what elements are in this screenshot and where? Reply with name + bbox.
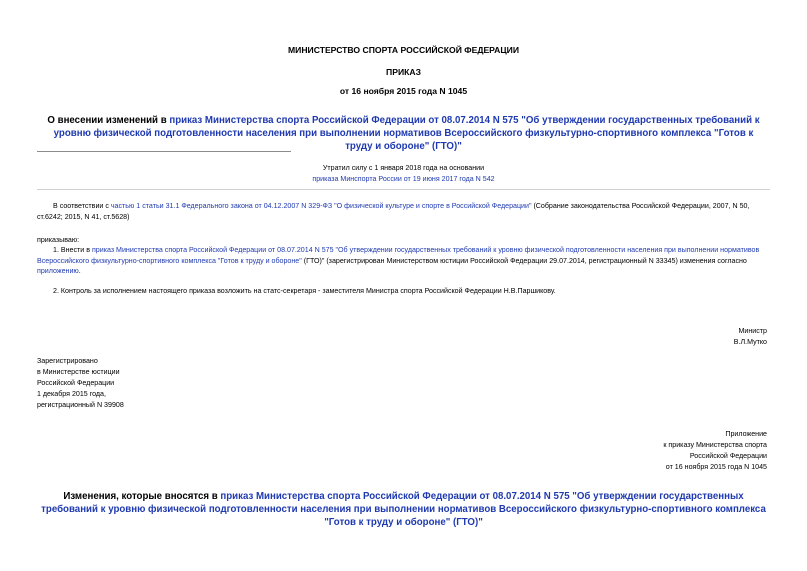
- doc-type-heading: ПРИКАЗ: [386, 67, 421, 77]
- item-1-paragraph: [37, 245, 770, 277]
- order-word: приказываю:: [37, 236, 80, 244]
- signature-block: [734, 326, 767, 347]
- item-1-text-2: (ГТО)" (зарегистрирован Министерством юстиции Российской Федерации 29.07.2014, регистрационный N 33345) изменения согласно: [301, 256, 747, 265]
- ministry-heading: МИНИСТЕРСТВО СПОРТА РОССИЙСКОЙ ФЕДЕРАЦИИ: [287, 45, 519, 55]
- appendix-note-line-3: Российской Федерации: [689, 452, 767, 460]
- separator-line: [37, 151, 291, 152]
- registration-line-2: в Министерстве юстиции: [37, 368, 120, 376]
- title-link[interactable]: приказ Министерства спорта Российской Федерации от 08.07.2014 N 575 "Об утверждении государственных требований к уровню физической подготовленности населения при выполнении нормативов Всероссийского физкультурно-спортивного комплекса "Готов к труду и обороне" (ГТО)": [53, 115, 760, 152]
- preamble-law-link[interactable]: частью 1 статьи 31.1 Федерального закона от 04.12.2007 N 329-ФЗ "О физической культуре и спорте в Российской Федерации": [110, 202, 532, 210]
- item-1-order-link[interactable]: приказ Министерства спорта Российской Федерации от 08.07.2014 N 575 "Об утверждении государственных требований к уровню физической подготовленности населения при выполнении нормативов Всероссийского физкультурно-спортивного комплекса "Готов к труду и обороне": [37, 246, 760, 265]
- appendix-title-prefix: Изменения, которые вносятся в: [63, 491, 221, 502]
- registration-line-3: Российской Федерации: [37, 379, 115, 387]
- registration-line-1: Зарегистрировано: [37, 357, 98, 365]
- appendix-note-line-1: Приложение: [725, 430, 767, 438]
- appendix-note-line-2: к приказу Министерства спорта: [663, 441, 767, 449]
- appendix-title-link[interactable]: приказ Министерства спорта Российской Федерации от 08.07.2014 N 575 "Об утверждении государственных требований к уровню физической подготовленности населения при выполнении нормативов Всероссийского физкультурно-спортивного комплекса "Готов к труду и обороне" (ГТО)": [41, 491, 766, 528]
- item-1-text-1: 1. Внести в: [53, 246, 92, 254]
- preamble-text-1: В соответствии с: [53, 202, 111, 210]
- status-note-link[interactable]: приказа Минспорта России от 19 июня 2017 года N 542: [312, 175, 495, 183]
- status-note-line1: Утратил силу с 1 января 2018 года на основании: [322, 164, 485, 172]
- document-title: [40, 114, 767, 153]
- signature-name: В.Л.Мутко: [733, 337, 767, 346]
- title-prefix: О внесении изменений в: [47, 115, 170, 126]
- appendix-note-line-4: от 16 ноября 2015 года N 1045: [665, 463, 767, 471]
- signature-position: Министр: [738, 327, 767, 335]
- preamble-paragraph: [37, 201, 770, 222]
- registration-block: [37, 356, 124, 411]
- preamble-text-2: (Собрание законодательства Российской Федерации, 2007, N 50, ст.6242; 2015, N 41, ст.5628): [37, 202, 750, 221]
- doc-date-number: от 16 ноября 2015 года N 1045: [339, 86, 468, 96]
- separator-line-full: [37, 189, 770, 190]
- registration-line-4: 1 декабря 2015 года,: [37, 390, 106, 398]
- item-2-paragraph: 2. Контроль за исполнением настоящего приказа возложить на статс-секретаря - заместителя Министра спорта Российской Федерации Н.В.Паршикову.: [53, 287, 556, 295]
- item-1-text-3: .: [78, 267, 81, 275]
- appendix-note-block: [663, 429, 767, 473]
- appendix-title: [36, 490, 771, 529]
- item-1-appendix-link[interactable]: приложению: [37, 267, 79, 275]
- registration-line-5: регистрационный N 39908: [37, 401, 124, 409]
